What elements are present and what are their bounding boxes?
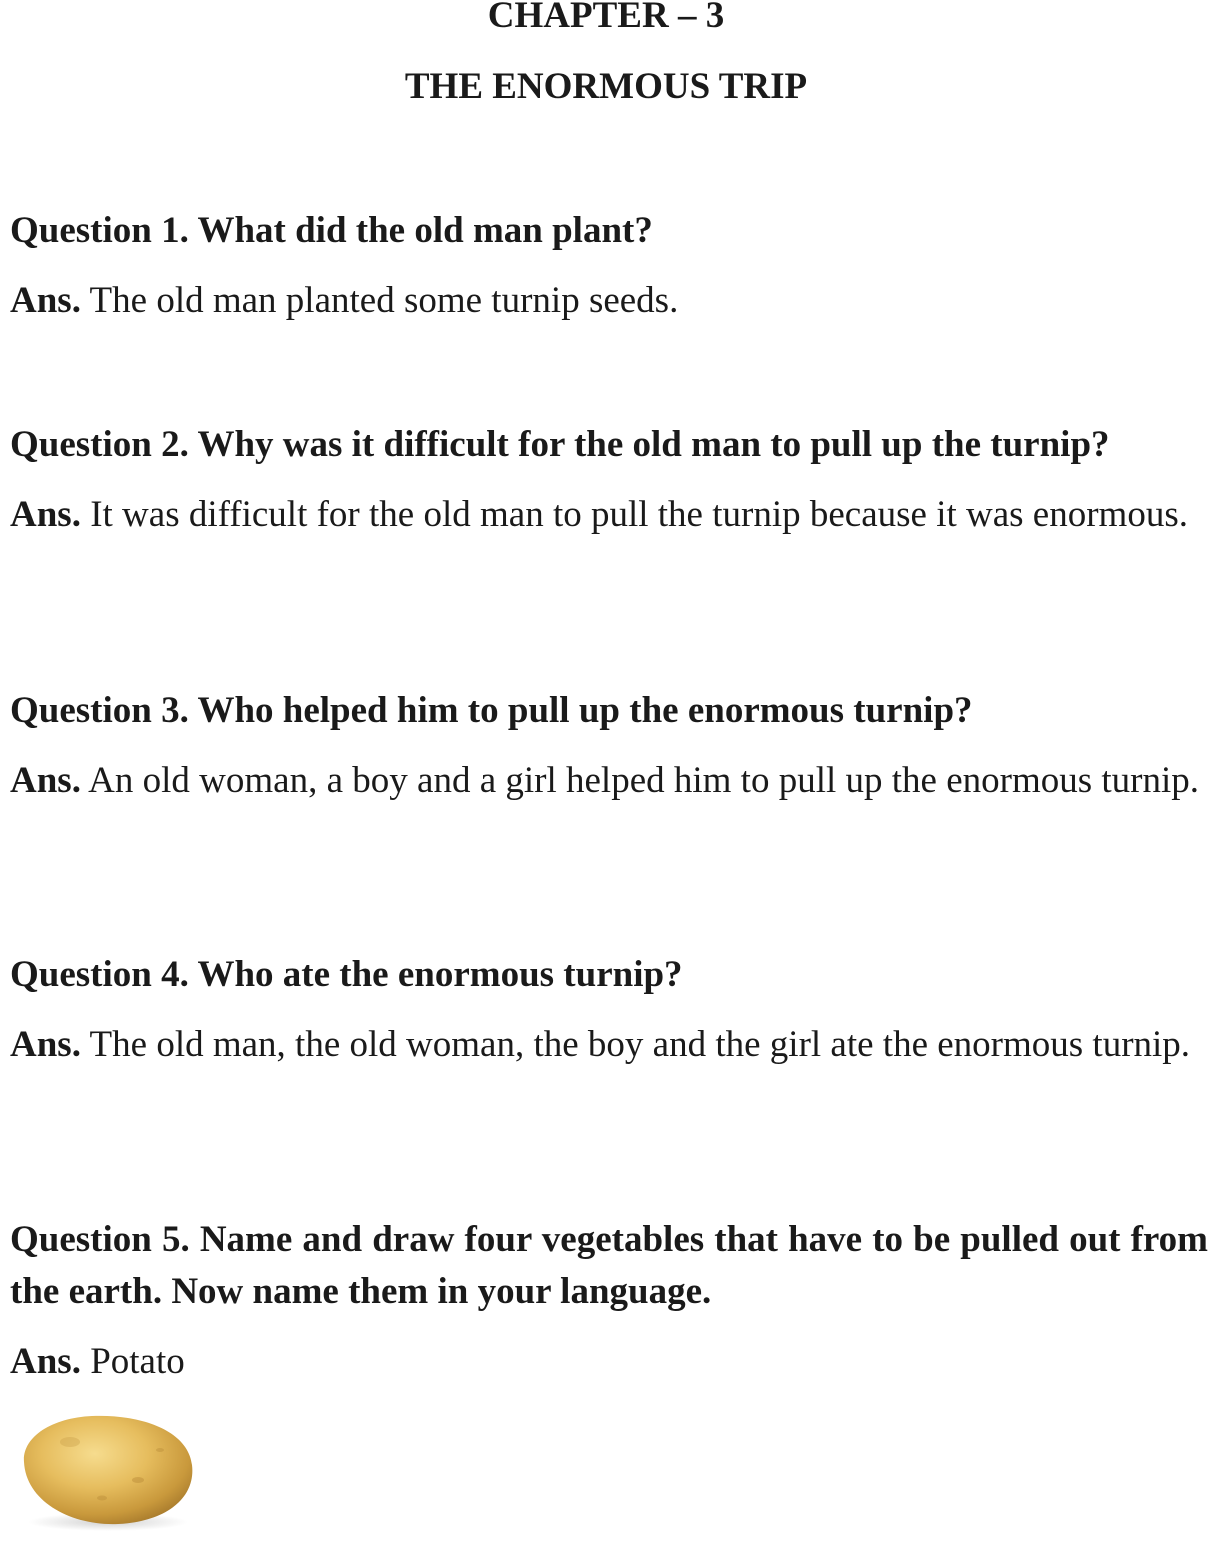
qa-block-4: [10, 949, 1208, 1071]
answer-2-text: It was difficult for the old man to pull the turnip because it was enormous.: [90, 494, 1188, 535]
answer-5: [10, 1336, 1208, 1388]
answer-1-text: The old man planted some turnip seeds.: [89, 280, 679, 321]
question-4: Question 4. Who ate the enormous turnip?: [10, 954, 683, 995]
question-3: Question 3. Who helped him to pull up the enormous turnip?: [10, 690, 973, 731]
answer-5-text: Potato: [90, 1341, 185, 1382]
question-1: Question 1. What did the old man plant?: [10, 210, 653, 251]
question-5: Question 5. Name and draw four vegetables that have to be pulled out from the earth. Now name them in your language.: [10, 1219, 1208, 1312]
chapter-heading: CHAPTER – 3: [487, 0, 725, 36]
qa-block-2: [10, 419, 1208, 541]
qa-block-5: [10, 1214, 1208, 1388]
ans-label: Ans.: [10, 1024, 81, 1065]
ans-label: Ans.: [10, 280, 81, 321]
ans-label: Ans.: [10, 760, 81, 801]
potato-image: [10, 1410, 196, 1532]
answer-1: [10, 275, 1208, 327]
answer-3: [10, 755, 1208, 807]
answer-3-text: An old woman, a boy and a girl helped him to pull up the enormous turnip.: [88, 760, 1200, 801]
question-2: Question 2. Why was it difficult for the old man to pull up the turnip?: [10, 424, 1110, 465]
ans-label: Ans.: [10, 494, 81, 535]
qa-block-1: [10, 205, 1208, 327]
answer-4: [10, 1019, 1208, 1071]
qa-block-3: [10, 685, 1208, 807]
answer-2: [10, 489, 1208, 541]
answer-4-text: The old man, the old woman, the boy and the girl ate the enormous turnip.: [89, 1024, 1191, 1065]
chapter-title: THE ENORMOUS TRIP: [404, 66, 808, 107]
ans-label: Ans.: [10, 1341, 81, 1382]
